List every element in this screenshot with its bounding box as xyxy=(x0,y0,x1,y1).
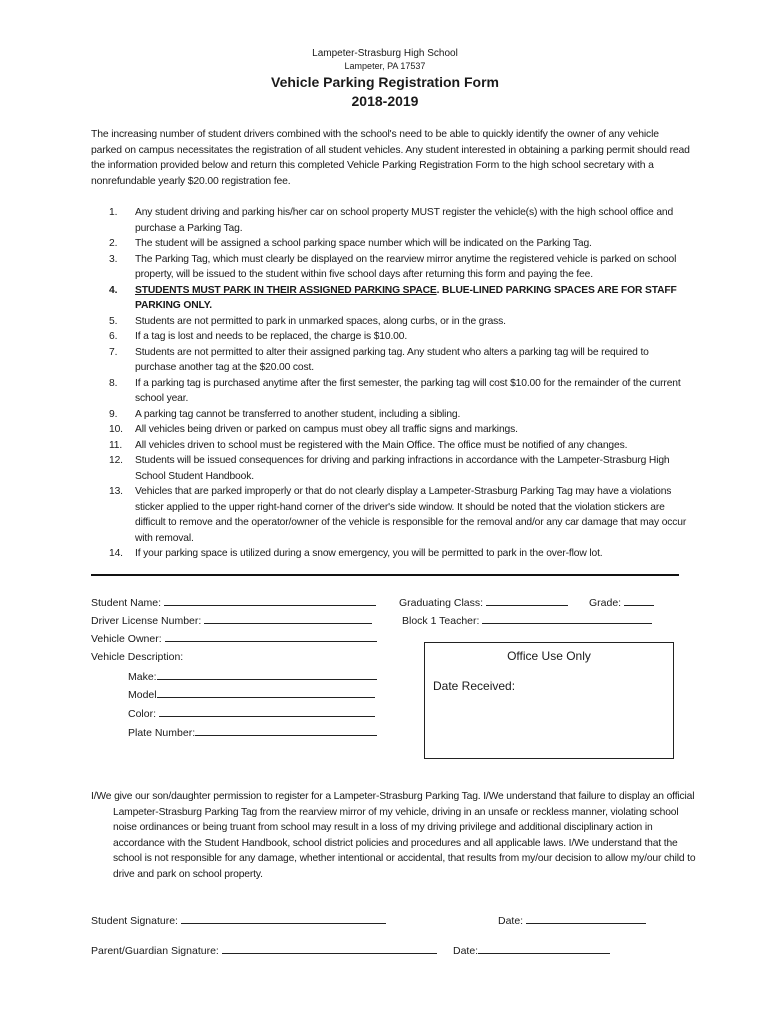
block1-teacher-input[interactable] xyxy=(482,614,652,624)
rule-text: . BLUE-LINED PARKING SPACES ARE FOR STAFF PARKING ONLY. xyxy=(135,284,677,311)
graduating-class-label: Graduating Class: xyxy=(399,597,484,609)
student-signature-field[interactable] xyxy=(91,914,386,927)
rule-number: 2. xyxy=(109,238,118,249)
permission-statement: I/We give our son/daughter permission to register for a Lampeter-Strasburg Parking Tag. I/We understand that failure to display an official Lampeter-Strasburg Parking Tag from the rearview mirror of my vehicle, driving in an unsafe or reckless manner, violating school noise ordinances or being truant from school may result in a loss of my driving privilege and additional disciplinary action in accordance with the Student Handbook, school district policies and procedures and all applicable laws. I/We understand that the school is not responsible for any damage, whether intentional or accidental, that results from my/our decision to allow my/our child to drive and park on school property. xyxy=(91,791,696,880)
rule-item xyxy=(91,546,691,562)
rule-text: If a parking tag is purchased anytime after the first semester, the parking tag will cost $10.00 for the remainder of the current school year. xyxy=(135,377,681,404)
plate-number-field[interactable] xyxy=(128,726,377,739)
student-name-field[interactable] xyxy=(91,596,376,609)
grade-field[interactable] xyxy=(589,596,654,609)
rule-item xyxy=(91,314,691,330)
vehicle-owner-label: Vehicle Owner: xyxy=(91,633,162,645)
parent-signature-input[interactable] xyxy=(222,944,437,954)
rule-item xyxy=(91,236,691,252)
student-date-input[interactable] xyxy=(526,914,646,924)
rule-text: Students will be issued consequences for driving and parking infractions in accordance with the Lampeter-Strasburg High School Student Handbook. xyxy=(135,455,670,482)
rule-item xyxy=(91,438,691,454)
rule-text: Students are not permitted to alter their assigned parking tag. Any student who alters a parking tag will be required to purchase another tag at the $20.00 cost. xyxy=(135,346,649,373)
school-name: Lampeter-Strasburg High School xyxy=(312,48,458,59)
student-date-field[interactable] xyxy=(498,914,646,927)
make-label: Make: xyxy=(128,671,157,683)
model-input[interactable] xyxy=(157,688,375,698)
rule-item xyxy=(91,453,691,484)
rule-number: 12. xyxy=(109,455,123,466)
make-field[interactable] xyxy=(128,670,377,683)
rule-number: 14. xyxy=(109,548,123,559)
rule-item xyxy=(91,329,691,345)
parent-signature-label: Parent/Guardian Signature: xyxy=(91,945,219,957)
rule-text: A parking tag cannot be transferred to another student, including a sibling. xyxy=(135,408,461,420)
rule-text: Students are not permitted to park in unmarked spaces, along curbs, or in the grass. xyxy=(135,315,506,327)
rule-number: 7. xyxy=(109,346,118,358)
section-divider xyxy=(91,574,679,576)
school-address: Lampeter, PA 17537 xyxy=(344,61,426,71)
graduating-class-input[interactable] xyxy=(486,596,568,606)
office-use-title: Office Use Only xyxy=(507,649,591,663)
student-name-input[interactable] xyxy=(164,596,376,606)
rule-number: 10. xyxy=(109,424,123,435)
rule-item xyxy=(91,205,691,236)
rule-text: The student will be assigned a school parking space number which will be indicated on the Parking Tag. xyxy=(135,238,592,249)
rule-number: 13. xyxy=(109,486,123,497)
student-signature-input[interactable] xyxy=(181,914,386,924)
rule-number: 9. xyxy=(109,408,118,420)
parent-date-input[interactable] xyxy=(478,944,610,954)
intro-paragraph: The increasing number of student drivers combined with the school's need to be able to quickly identify the owner of any vehicle parked on campus necessitates the registration of all student vehicles. Any student interested in obtaining a parking permit should read the information provided below and return this completed Vehicle Parking Registration Form to the high school secretary with a nonrefundable yearly $20.00 registration fee. xyxy=(91,129,690,188)
parent-date-field[interactable] xyxy=(453,944,610,957)
office-use-box xyxy=(424,642,674,759)
rule-number: 8. xyxy=(109,377,118,389)
rule-number: 1. xyxy=(109,207,118,218)
rule-number: 11. xyxy=(109,439,123,451)
rule-text: The Parking Tag, which must clearly be displayed on the rearview mirror anytime the registered vehicle is parked on school property, will be issued to the student within five school days after returning this form and paying the fee. xyxy=(135,253,677,280)
parent-date-label: Date: xyxy=(453,945,479,957)
student-date-label: Date: xyxy=(498,915,524,927)
plate-number-label: Plate Number: xyxy=(128,727,196,739)
rule-item xyxy=(91,484,691,546)
rule-text: Vehicles that are parked improperly or that do not clearly display a Lampeter-Strasburg Parking Tag may have a violations sticker applied to the upper right-hand corner of the driver's side window. It should be noted that the violation stickers are difficult to remove and the operator/owner of the vehicle is responsible for the removal and/or any car damage that may occur with removal. xyxy=(135,486,687,544)
color-field[interactable] xyxy=(128,707,375,720)
vehicle-owner-input[interactable] xyxy=(165,632,377,642)
grade-input[interactable] xyxy=(624,596,654,606)
vehicle-description-label: Vehicle Description: xyxy=(91,651,184,663)
rules-list xyxy=(91,205,691,562)
rule-text: Any student driving and parking his/her car on school property MUST register the vehicle(s) with the high school office and purchase a Parking Tag. xyxy=(135,207,674,234)
rule-number: 3. xyxy=(109,253,118,265)
driver-license-input[interactable] xyxy=(204,614,372,624)
color-label: Color: xyxy=(128,708,157,720)
rule-item xyxy=(91,345,691,376)
student-name-label: Student Name: xyxy=(91,597,162,609)
student-signature-label: Student Signature: xyxy=(91,915,178,927)
plate-number-input[interactable] xyxy=(195,726,377,736)
rule-item xyxy=(91,407,691,423)
rule-number: 5. xyxy=(109,315,118,327)
school-year: 2018-2019 xyxy=(351,93,419,109)
rule-text: All vehicles driven to school must be registered with the Main Office. The office must be notified of any changes. xyxy=(135,439,628,451)
rule-number: 6. xyxy=(109,331,118,342)
grade-label: Grade: xyxy=(589,597,622,609)
date-received-label: Date Received: xyxy=(433,679,516,693)
driver-license-field[interactable] xyxy=(91,614,372,627)
rule-text: All vehicles being driven or parked on campus must obey all traffic signs and markings. xyxy=(135,424,518,435)
driver-license-label: Driver License Number: xyxy=(91,615,202,627)
rule-underlined-text: STUDENTS MUST PARK IN THEIR ASSIGNED PARKING SPACE xyxy=(135,284,437,296)
color-input[interactable] xyxy=(159,707,375,717)
model-label: Model xyxy=(128,689,157,701)
graduating-class-field[interactable] xyxy=(399,596,568,609)
rule-item xyxy=(91,376,691,407)
form-title: Vehicle Parking Registration Form xyxy=(271,74,499,90)
rule-text: If a tag is lost and needs to be replaced, the charge is $10.00. xyxy=(135,331,408,342)
parent-signature-field[interactable] xyxy=(91,944,437,957)
make-input[interactable] xyxy=(157,670,377,680)
rule-text: If your parking space is utilized during a snow emergency, you will be permitted to park in the over-flow lot. xyxy=(135,548,603,559)
block1-teacher-field[interactable] xyxy=(402,614,652,627)
rule-item xyxy=(91,283,691,314)
rule-item xyxy=(91,422,691,438)
rule-number: 4. xyxy=(109,284,118,296)
model-field[interactable] xyxy=(128,688,375,701)
rule-item xyxy=(91,252,691,283)
vehicle-owner-field[interactable] xyxy=(91,632,377,645)
block1-teacher-label: Block 1 Teacher: xyxy=(402,615,480,627)
